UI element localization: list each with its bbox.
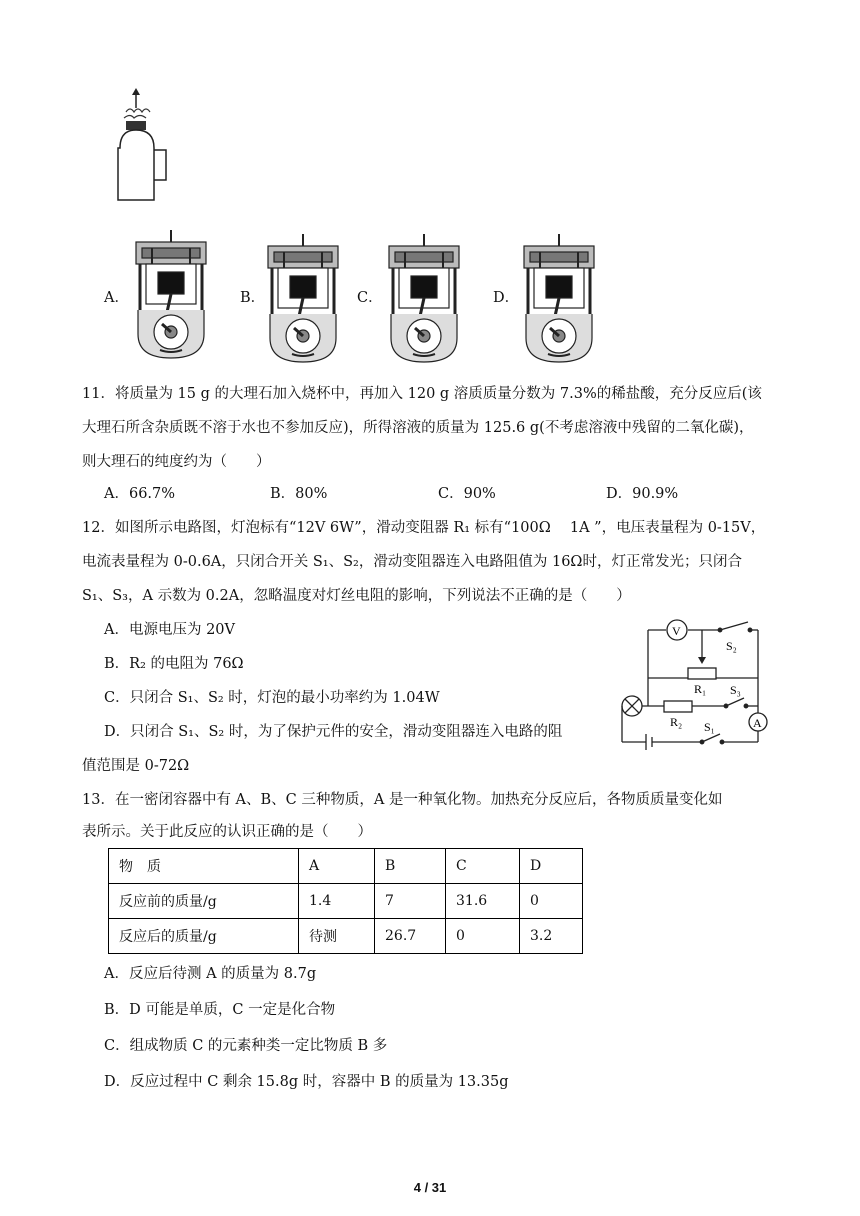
- q11-option-a: A．66.7%: [104, 486, 176, 502]
- table-cell: 31.6: [446, 884, 520, 919]
- circuit-diagram: [608, 616, 778, 752]
- table-cell: D: [520, 849, 583, 884]
- table-cell: 反应后的质量/g: [109, 919, 299, 954]
- q13-line-1: 13．在一密闭容器中有 A、B、C 三种物质，A 是一种氧化物。加热充分反应后，各物质质量变化如: [82, 792, 723, 808]
- q10-option-d-label: D．: [493, 290, 520, 306]
- r2-label: R₂: [670, 715, 683, 729]
- q10-option-c-label: C．: [357, 290, 383, 306]
- table-cell: 1.4: [299, 884, 375, 919]
- q13-option-b: B．D 可能是单质，C 一定是化合物: [104, 1002, 336, 1018]
- q11-option-d: D．90.9%: [606, 486, 679, 502]
- table-cell: 3.2: [520, 919, 583, 954]
- table-cell: A: [299, 849, 375, 884]
- table-cell: 待测: [299, 919, 375, 954]
- q13-option-c: C．组成物质 C 的元素种类一定比物质 B 多: [104, 1038, 388, 1054]
- table-row: [109, 919, 583, 954]
- table-cell: C: [446, 849, 520, 884]
- engine-figure-c: [383, 232, 465, 370]
- table-cell: 反应前的质量/g: [109, 884, 299, 919]
- q11-line-3: 则大理石的纯度约为（ ）: [82, 454, 271, 470]
- q12-option-d-cont: 值范围是 0-72Ω: [82, 758, 190, 774]
- mass-table: [108, 848, 583, 954]
- table-row: [109, 884, 583, 919]
- page-number: 4 / 31: [413, 1180, 447, 1195]
- q13-line-2: 表所示。关于此反应的认识正确的是（ ）: [82, 824, 372, 840]
- q11-option-c: C．90%: [438, 486, 496, 502]
- q12-line-1: 12．如图所示电路图，灯泡标有“12V 6W”，滑动变阻器 R₁ 标有“100Ω 1A ”，电压表量程为 0-15V，: [82, 520, 766, 536]
- table-cell: 26.7: [375, 919, 446, 954]
- q12-option-d: D．只闭合 S₁、S₂ 时，为了保护元件的安全，滑动变阻器连入电路的阻: [104, 724, 563, 740]
- q13-option-a: A．反应后待测 A 的质量为 8.7g: [104, 966, 317, 982]
- q13-option-d: D．反应过程中 C 剩余 15.8g 时，容器中 B 的质量为 13.35g: [104, 1074, 509, 1090]
- q12-option-c: C．只闭合 S₁、S₂ 时，灯泡的最小功率约为 1.04W: [104, 690, 440, 706]
- engine-figure-b: [262, 232, 344, 370]
- table-cell: 0: [446, 919, 520, 954]
- ammeter-label: A: [753, 716, 762, 730]
- s2-label: S₂: [726, 639, 737, 653]
- table-cell: B: [375, 849, 446, 884]
- table-row: [109, 849, 583, 884]
- q12-line-3: S₁、S₃，A 示数为 0.2A，忽略温度对灯丝电阻的影响，下列说法不正确的是（ ）: [82, 588, 631, 604]
- q10-option-b-label: B．: [240, 290, 266, 306]
- table-cell: 0: [520, 884, 583, 919]
- table-cell: 物 质: [109, 849, 299, 884]
- q11-line-1: 11．将质量为 15 g 的大理石加入烧杯中，再加入 120 g 溶质质量分数为 7.3%的稀盐酸，充分反应后(该: [82, 386, 762, 402]
- q12-line-2: 电流表量程为 0-0.6A，只闭合开关 S₁、S₂，滑动变阻器连入电路阻值为 16Ω时，灯正常发光；只闭合: [82, 554, 742, 570]
- kettle-figure: [112, 88, 174, 210]
- table-cell: 7: [375, 884, 446, 919]
- s1-label: S₁: [704, 720, 715, 734]
- q10-option-a-label: A．: [104, 290, 129, 306]
- engine-figure-d: [518, 232, 600, 370]
- engine-figure-a: [130, 228, 212, 366]
- q11-line-2: 大理石所含杂质既不溶于水也不参加反应)，所得溶液的质量为 125.6 g(不考虑溶液中残留的二氧化碳)，: [82, 420, 754, 436]
- s3-label: S₃: [730, 683, 741, 697]
- q12-option-a: A．电源电压为 20V: [104, 622, 236, 638]
- q11-option-b: B．80%: [270, 486, 328, 502]
- r1-label: R₁: [694, 682, 707, 696]
- voltmeter-label: V: [672, 624, 681, 638]
- q12-option-b: B．R₂ 的电阻为 76Ω: [104, 656, 244, 672]
